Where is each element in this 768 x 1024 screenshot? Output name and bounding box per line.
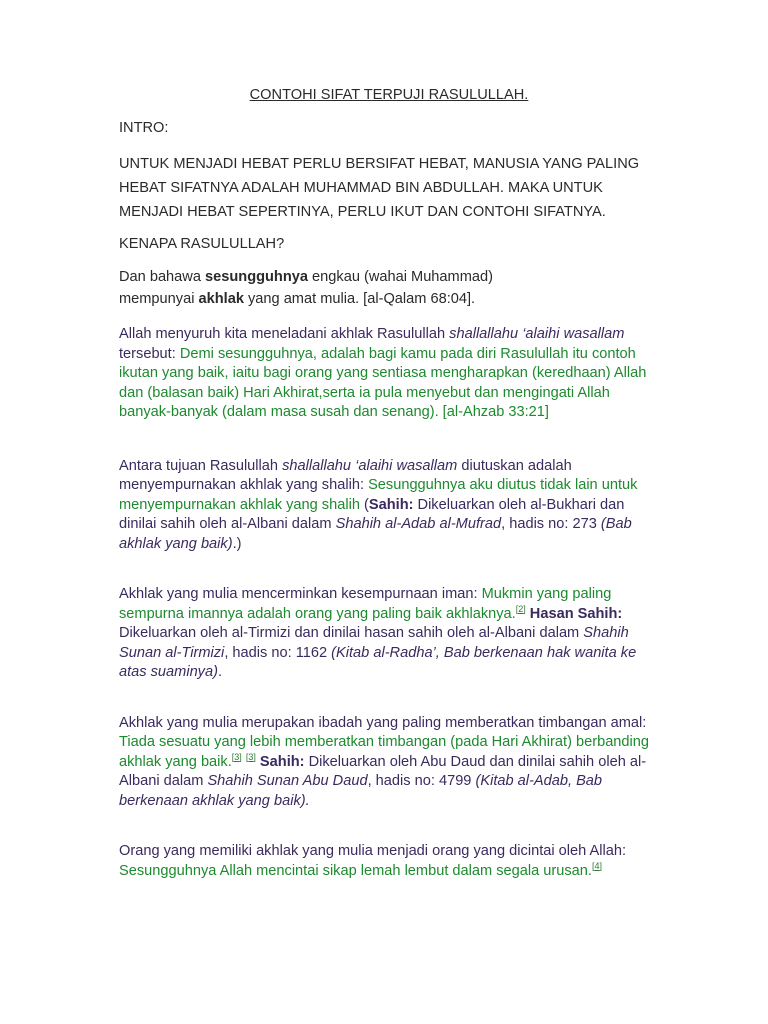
abu-daud-paragraph: Akhlak yang mulia merupakan ibadah yang paling memberatkan timbangan amal: Tiada sesuatu yang lebih memberatkan timbangan (pada Hari Akhirat) berbanding akhlak yang baik.[3] [3] Sahih: Dikeluarkan oleh Abu Daud dan dinilai sahih oleh al-Albani dalam Shahih Sunan Abu Daud, hadis no: 4799 (Kitab al-Adab, Bab berkenaan akhlak yang baik). xyxy=(119,714,650,809)
footnote-link-3a[interactable]: [3] xyxy=(231,751,242,762)
bukhari-paragraph: Antara tujuan Rasulullah shallallahu ‘alaihi wasallam diutuskan adalah menyempurnakan akhlak yang shalih: Sesungguhnya aku diutus tidak lain untuk menyempurnakan akhlak yang shalih (Sahih: Dikeluarkan oleh al-Bukhari dan dinilai sahih oleh al-Albani dalam Shahih al-Adab al-Mufrad, hadis no: 273 (Bab akhlak yang baik).) xyxy=(119,457,638,552)
allah-loves-paragraph: Orang yang memiliki akhlak yang mulia menjadi orang yang dicintai oleh Allah: Sesungguhnya Allah mencintai sikap lemah lembut dalam segala urusan.[4] xyxy=(119,843,627,879)
footnote-link-3b[interactable]: [3] xyxy=(245,751,256,762)
quran-paragraph: Dan bahawa sesungguhnya engkau (wahai Muhammad) mempunyai akhlak yang amat mulia. [al-Qalam 68:04]. xyxy=(119,269,493,307)
tirmizi-paragraph: Akhlak yang mulia mencerminkan kesempurnaan iman: Mukmin yang paling sempurna imannya adalah orang yang paling baik akhlaknya.[2] Hasan Sahih: Dikeluarkan oleh al-Tirmizi dan dinilai hasan sahih oleh al-Albani dalam Shahih Sunan al-Tirmizi, hadis no: 1162 (Kitab al-Radha’, Bab berkenaan hak wanita ke atas suaminya). xyxy=(119,586,637,680)
why-heading: KENAPA RASULULLAH? xyxy=(119,235,285,252)
ahzab-paragraph: Allah menyuruh kita meneladani akhlak Rasulullah shallallahu ‘alaihi wasallam tersebut: Demi sesungguhnya, adalah bagi kamu pada diri Rasulullah itu contoh ikutan yang baik, iaitu bagi orang yang sentiasa mengharapkan (keredhaan) Allah dan (balasan baik) Hari Akhirat,serta ia pula menyebut dan mengingati Allah banyak-banyak (dalam masa susah dan senang). [al-Ahzab 33:21] xyxy=(119,326,647,420)
intro-label: INTRO: xyxy=(119,120,169,136)
document-page xyxy=(119,86,659,881)
intro-paragraph: UNTUK MENJADI HEBAT PERLU BERSIFAT HEBAT, MANUSIA YANG PALING HEBAT SIFATNYA ADALAH MUHAMMAD BIN ABDULLAH. MAKA UNTUK MENJADI HEBAT SEPERTINYA, PERLU IKUT DAN CONTOHI SIFATNYA. xyxy=(119,155,640,220)
footnote-link-4[interactable]: [4] xyxy=(591,860,602,871)
footnote-link-2[interactable]: [2] xyxy=(515,603,526,614)
document-title: CONTOHI SIFAT TERPUJI RASULULLAH. xyxy=(249,87,529,103)
